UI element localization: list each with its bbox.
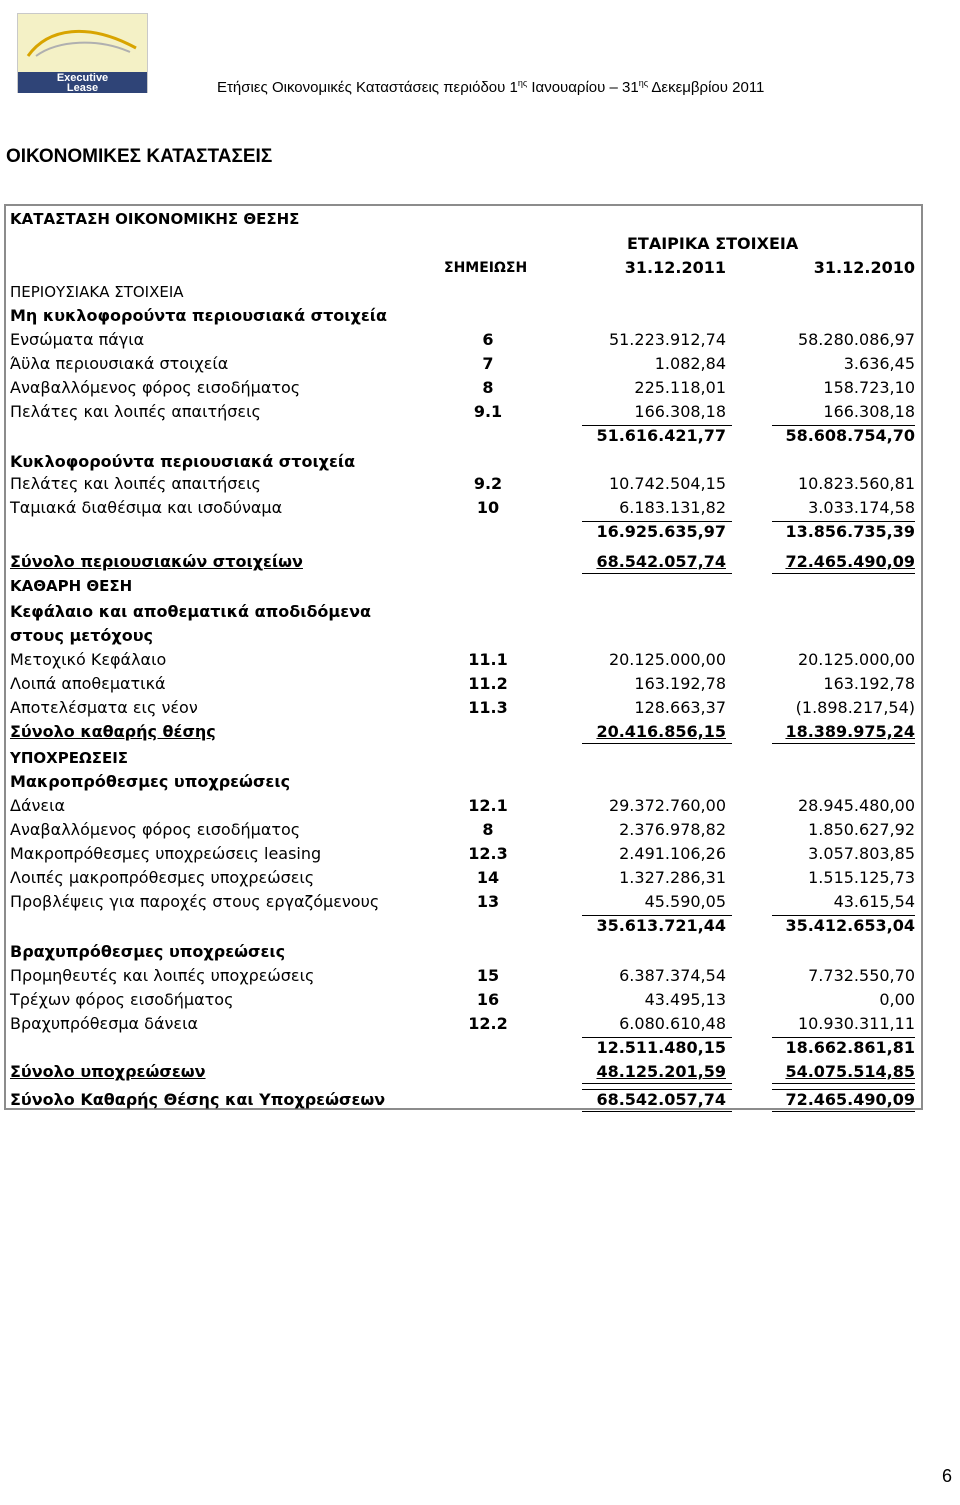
row-label: Προμηθευτές και λοιπές υποχρεώσεις — [10, 966, 315, 985]
row-value-2011: 43.495,13 — [644, 990, 726, 1009]
row-value-2011: 10.742.504,15 — [608, 474, 726, 493]
row-note: 9.2 — [473, 474, 503, 493]
row-value-2010: 158.723,10 — [823, 378, 915, 397]
row-value-2011: 68.542.057,74 — [596, 552, 726, 571]
row-note: 9.1 — [473, 402, 503, 421]
row-note: 8 — [482, 378, 494, 397]
total-rule-line — [772, 743, 915, 744]
row-value-2010: 28.945.480,00 — [797, 796, 915, 815]
total-rule-line — [582, 521, 732, 522]
report-header-title: Ετήσιες Οικονομικές Καταστάσεις περιόδου $1^{\eta\varsigma}$ Ιανουαρίου – $31^{\eta\varsigma}$ Δεκεμβρίου 2011 — [217, 78, 765, 96]
row-value-2010: 3.636,45 — [843, 354, 915, 373]
row-value-2010: 18.389.975,24 — [785, 722, 915, 741]
row-value-2010: 54.075.514,85 — [785, 1062, 915, 1081]
row-label: Λοιπά αποθεματικά — [10, 674, 166, 693]
group-header: ΕΤΑΙΡΙΚΑ ΣΤΟΙΧΕΙΑ — [627, 234, 799, 253]
total-rule-line — [582, 1111, 732, 1112]
column-header-2011: 31.12.2011 — [624, 258, 726, 277]
row-label: Πελάτες και λοιπές απαιτήσεις — [10, 402, 261, 421]
row-label: Λοιπές μακροπρόθεσμες υποχρεώσεις — [10, 868, 315, 887]
row-label: Μακροπρόθεσμες υποχρεώσεις leasing — [10, 844, 322, 863]
total-rule-line — [772, 1083, 915, 1084]
note-column-header: ΣΗΜΕΙΩΣΗ — [444, 260, 528, 276]
row-value-2010: 166.308,18 — [823, 402, 915, 421]
row-value-2011: 20.125.000,00 — [608, 650, 726, 669]
row-label: Σύνολο περιουσιακών στοιχείων — [10, 552, 303, 571]
row-value-2011: 35.613.721,44 — [596, 916, 726, 935]
row-label: Βραχυπρόθεσμες υποχρεώσεις — [10, 942, 286, 961]
total-rule-line — [582, 573, 732, 574]
row-value-2011: 16.925.635,97 — [596, 522, 726, 541]
total-rule-line — [772, 573, 915, 574]
row-value-2010: 0,00 — [879, 990, 915, 1009]
row-value-2011: 48.125.201,59 — [596, 1062, 726, 1081]
row-value-2011: 51.223.912,74 — [608, 330, 726, 349]
row-note: 11.1 — [468, 650, 508, 669]
row-value-2011: 166.308,18 — [634, 402, 726, 421]
row-label: Σύνολο Καθαρής Θέσης και Υποχρεώσεων — [10, 1090, 386, 1109]
row-value-2011: 128.663,37 — [634, 698, 726, 717]
row-value-2010: 13.856.735,39 — [785, 522, 915, 541]
row-label: Κεφάλαιο και αποθεματικά αποδιδόμενα — [10, 602, 371, 621]
row-note: 14 — [476, 868, 500, 887]
row-value-2010: 72.465.490,09 — [785, 552, 915, 571]
row-value-2010: 1.850.627,92 — [808, 820, 915, 839]
row-note: 11.2 — [468, 674, 508, 693]
financial-position-table — [4, 204, 923, 1110]
row-value-2011: 2.376.978,82 — [619, 820, 726, 839]
row-label: Αναβαλλόμενος φόρος εισοδήματος — [10, 820, 301, 839]
row-value-2011: 29.372.760,00 — [608, 796, 726, 815]
total-rule-line — [582, 915, 732, 916]
row-value-2011: 20.416.856,15 — [596, 722, 726, 741]
row-value-2010: 3.033.174,58 — [808, 498, 915, 517]
row-label: Αναβαλλόμενος φόρος εισοδήματος — [10, 378, 301, 397]
row-note: 16 — [476, 990, 500, 1009]
row-value-2011: 225.118,01 — [634, 378, 726, 397]
row-note: 12.1 — [468, 796, 508, 815]
total-rule-line — [772, 1037, 915, 1038]
row-value-2011: 68.542.057,74 — [596, 1090, 726, 1109]
table-title: ΚΑΤΑΣΤΑΣΗ ΟΙΚΟΝΟΜΙΚΗΣ ΘΕΣΗΣ — [10, 210, 300, 228]
row-label: ΥΠΟΧΡΕΩΣΕΙΣ — [10, 749, 129, 767]
row-label: Αποτελέσματα εις νέον — [10, 698, 198, 717]
row-value-2010: 1.515.125,73 — [808, 868, 915, 887]
row-label: Μετοχικό Κεφάλαιο — [10, 650, 167, 669]
row-value-2011: 163.192,78 — [634, 674, 726, 693]
row-value-2010: 10.930.311,11 — [797, 1014, 915, 1033]
row-value-2011: 6.183.131,82 — [619, 498, 726, 517]
total-rule-line — [582, 743, 732, 744]
row-value-2011: 45.590,05 — [644, 892, 726, 911]
row-note: 12.3 — [468, 844, 508, 863]
row-label: Προβλέψεις για παροχές στους εργαζόμενους — [10, 892, 380, 911]
company-logo — [17, 13, 148, 93]
row-label: Σύνολο υποχρεώσεων — [10, 1062, 206, 1081]
row-value-2011: 1.327.286,31 — [619, 868, 726, 887]
total-rule-line — [582, 425, 732, 426]
row-value-2010: 43.615,54 — [833, 892, 915, 911]
row-note: 10 — [476, 498, 500, 517]
row-note: 6 — [482, 330, 494, 349]
row-label: Σύνολο καθαρής θέσης — [10, 722, 216, 741]
row-value-2010: (1.898.217,54) — [795, 698, 915, 717]
row-value-2011: 6.080.610,48 — [619, 1014, 726, 1033]
row-label: Ταμιακά διαθέσιμα και ισοδύναμα — [10, 498, 283, 517]
total-rule-line — [582, 1083, 732, 1084]
row-value-2010: 163.192,78 — [823, 674, 915, 693]
row-value-2010: 72.465.490,09 — [785, 1090, 915, 1109]
total-rule-line — [772, 1111, 915, 1112]
row-label: Τρέχων φόρος εισοδήματος — [10, 990, 234, 1009]
page-number: 6 — [941, 1466, 952, 1486]
row-value-2010: 20.125.000,00 — [797, 650, 915, 669]
row-note: 7 — [482, 354, 494, 373]
page-title: ΟΙΚΟΝΟΜΙΚΕΣ ΚΑΤΑΣΤΑΣΕΙΣ — [6, 146, 273, 167]
row-value-2010: 3.057.803,85 — [808, 844, 915, 863]
row-note: 12.2 — [468, 1014, 508, 1033]
row-value-2011: 6.387.374,54 — [619, 966, 726, 985]
row-label: Βραχυπρόθεσμα δάνεια — [10, 1014, 199, 1033]
row-note: 15 — [476, 966, 500, 985]
row-value-2010: 10.823.560,81 — [797, 474, 915, 493]
row-value-2010: 35.412.653,04 — [785, 916, 915, 935]
row-label: Άϋλα περιουσιακά στοιχεία — [10, 354, 229, 373]
row-label: Ενσώματα πάγια — [10, 330, 145, 349]
total-rule-line — [582, 1089, 732, 1090]
row-label: ΚΑΘΑΡΗ ΘΕΣΗ — [10, 577, 133, 595]
row-note: 13 — [476, 892, 500, 911]
row-label: Κυκλοφορούντα περιουσιακά στοιχεία — [10, 452, 356, 471]
row-label: Πελάτες και λοιπές απαιτήσεις — [10, 474, 261, 493]
row-label: στους μετόχους — [10, 626, 154, 645]
total-rule-line — [772, 915, 915, 916]
row-value-2010: 58.608.754,70 — [785, 426, 915, 445]
row-value-2010: 7.732.550,70 — [808, 966, 915, 985]
row-note: 8 — [482, 820, 494, 839]
row-note: 11.3 — [468, 698, 508, 717]
row-value-2011: 51.616.421,77 — [596, 426, 726, 445]
row-value-2010: 58.280.086,97 — [797, 330, 915, 349]
row-label: ΠΕΡΙΟΥΣΙΑΚΑ ΣΤΟΙΧΕΙΑ — [10, 283, 184, 301]
logo-line-1: Executive — [56, 72, 109, 84]
row-value-2011: 1.082,84 — [654, 354, 726, 373]
row-value-2011: 2.491.106,26 — [619, 844, 726, 863]
row-value-2011: 12.511.480,15 — [596, 1038, 726, 1057]
logo-line-2: Lease — [66, 82, 99, 94]
total-rule-line — [772, 521, 915, 522]
row-label: Δάνεια — [10, 796, 66, 815]
total-rule-line — [772, 1089, 915, 1090]
column-header-2010: 31.12.2010 — [813, 258, 915, 277]
row-label: Μακροπρόθεσμες υποχρεώσεις — [10, 772, 291, 791]
row-label: Μη κυκλοφορούντα περιουσιακά στοιχεία — [10, 306, 387, 325]
total-rule-line — [582, 1037, 732, 1038]
total-rule-line — [772, 425, 915, 426]
row-value-2010: 18.662.861,81 — [785, 1038, 915, 1057]
car-logo-icon — [18, 14, 147, 72]
